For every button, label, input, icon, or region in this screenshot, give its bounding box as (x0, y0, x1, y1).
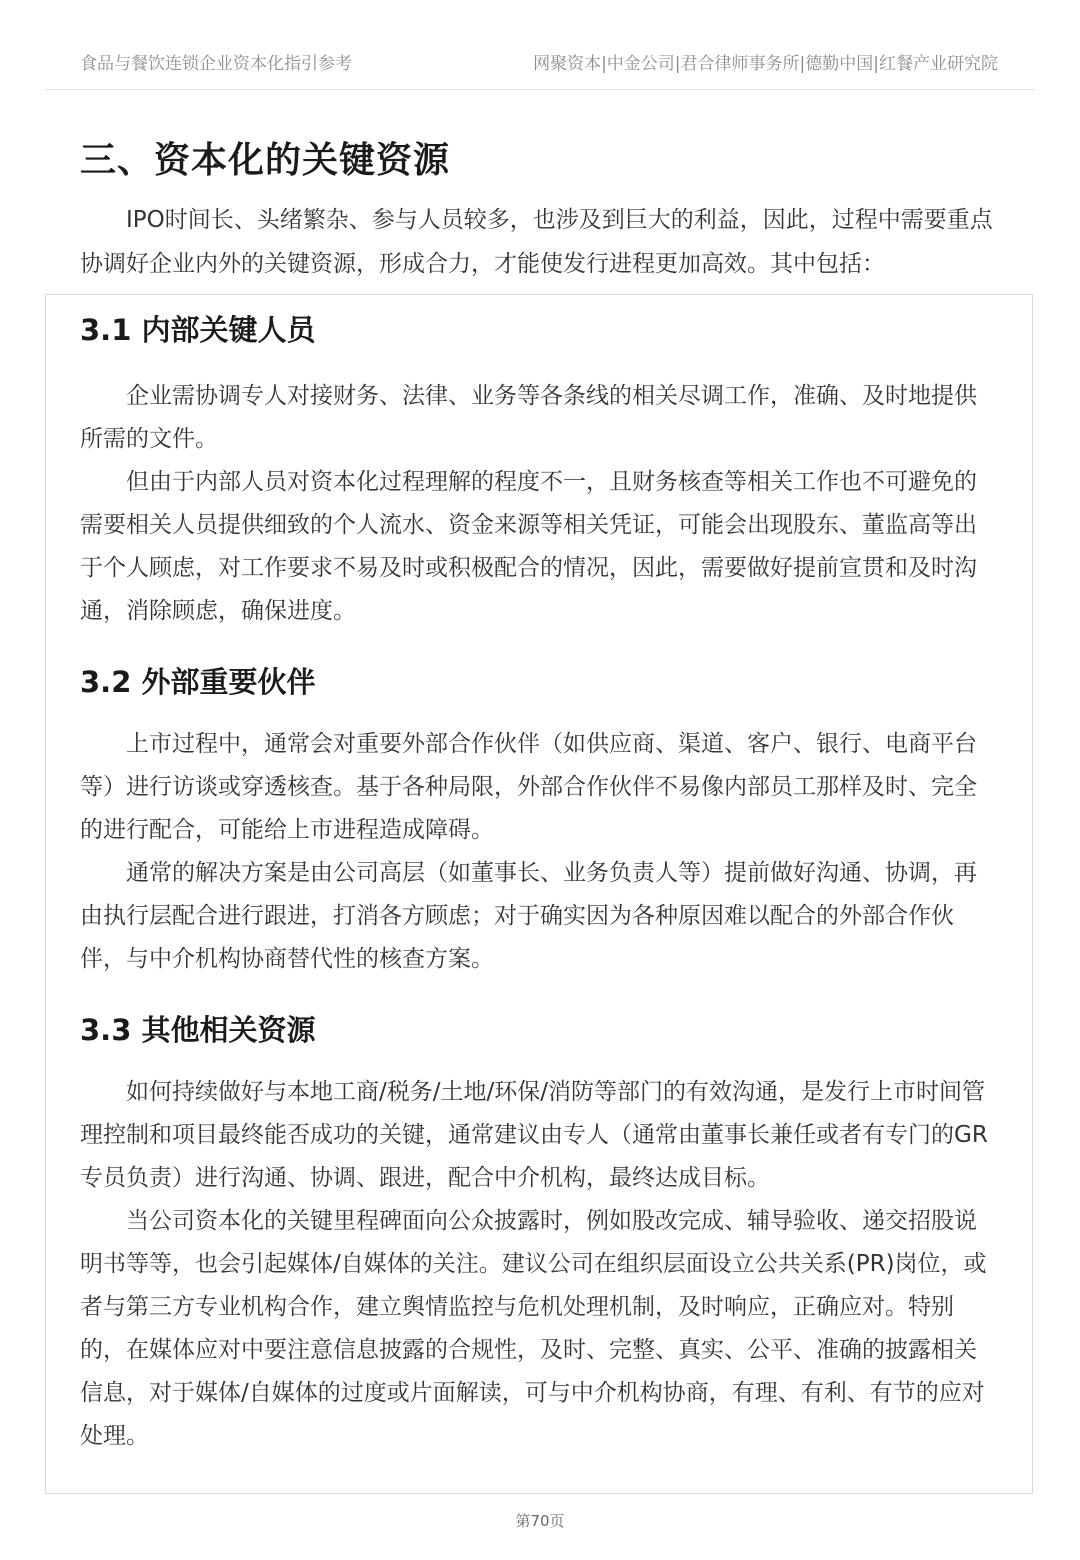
section-heading: 3.2 外部重要伙伴 (80, 665, 316, 699)
header-divider (45, 89, 1035, 90)
section-heading: 3.3 其他相关资源 (80, 1013, 316, 1047)
section-internal-personnel (80, 305, 998, 633)
section-paragraph: 上市过程中，通常会对重要外部合作伙伴（如供应商、渠道、客户、银行、电商平台等）进行访谈或穿透核查。基于各种局限，外部合作伙伴不易像内部员工那样及时、完全的进行配合，可能给上市进程造成障碍。 (80, 731, 977, 843)
page-title: 三、资本化的关键资源 (80, 140, 451, 181)
section-paragraph: 但由于内部人员对资本化过程理解的程度不一，且财务核查等相关工作也不可避免的需要相关人员提供细致的个人流水、资金来源等相关凭证，可能会出现股东、董监高等出于个人顾虑，对工作要求不易及时或积极配合的情况，因此，需要做好提前宣贯和及时沟通，消除顾虑，确保进度。 (80, 469, 977, 624)
header-document-title: 食品与餐饮连锁企业资本化指引参考 (80, 53, 352, 74)
page-number: 第70页 (515, 1512, 565, 1530)
header-publishers: 网聚资本|中金公司|君合律师事务所|德勤中国|红餐产业研究院 (533, 53, 998, 74)
section-paragraph: 当公司资本化的关键里程碑面向公众披露时，例如股改完成、辅导验收、递交招股说明书等等，也会引起媒体/自媒体的关注。建议公司在组织层面设立公共关系(PR)岗位，或者与第三方专业机构合作，建立舆情监控与危机处理机制，及时响应，正确应对。特别的，在媒体应对中要注意信息披露的合规性，及时、完整、真实、公平、准确的披露相关信息，对于媒体/自媒体的过度或片面解读，可与中介机构协商，有理、有利、有节的应对处理。 (80, 1208, 987, 1449)
page-header (80, 46, 998, 76)
section-heading: 3.1 内部关键人员 (80, 313, 316, 347)
section-paragraph: 如何持续做好与本地工商/税务/土地/环保/消防等部门的有效沟通，是发行上市时间管理控制和项目最终能否成功的关键，通常建议由专人（通常由董事长兼任或者有专门的GR专员负责）进行沟通、协调、跟进，配合中介机构，最终达成目标。 (80, 1079, 988, 1191)
intro-paragraph: IPO时间长、头绪繁杂、参与人员较多，也涉及到巨大的利益，因此，过程中需要重点协调好企业内外的关键资源，形成合力，才能使发行进程更加高效。其中包括： (80, 207, 993, 277)
section-paragraph: 通常的解决方案是由公司高层（如董事长、业务负责人等）提前做好沟通、协调，再由执行层配合进行跟进，打消各方顾虑；对于确实因为各种原因难以配合的外部合作伙伴，与中介机构协商替代性的核查方案。 (80, 860, 977, 972)
section-other-resources (80, 1005, 998, 1458)
section-paragraph: 企业需协调专人对接财务、法律、业务等各条线的相关尽调工作，准确、及时地提供所需的文件。 (80, 383, 977, 452)
content-box (45, 294, 1033, 1494)
section-external-partners (80, 657, 998, 981)
